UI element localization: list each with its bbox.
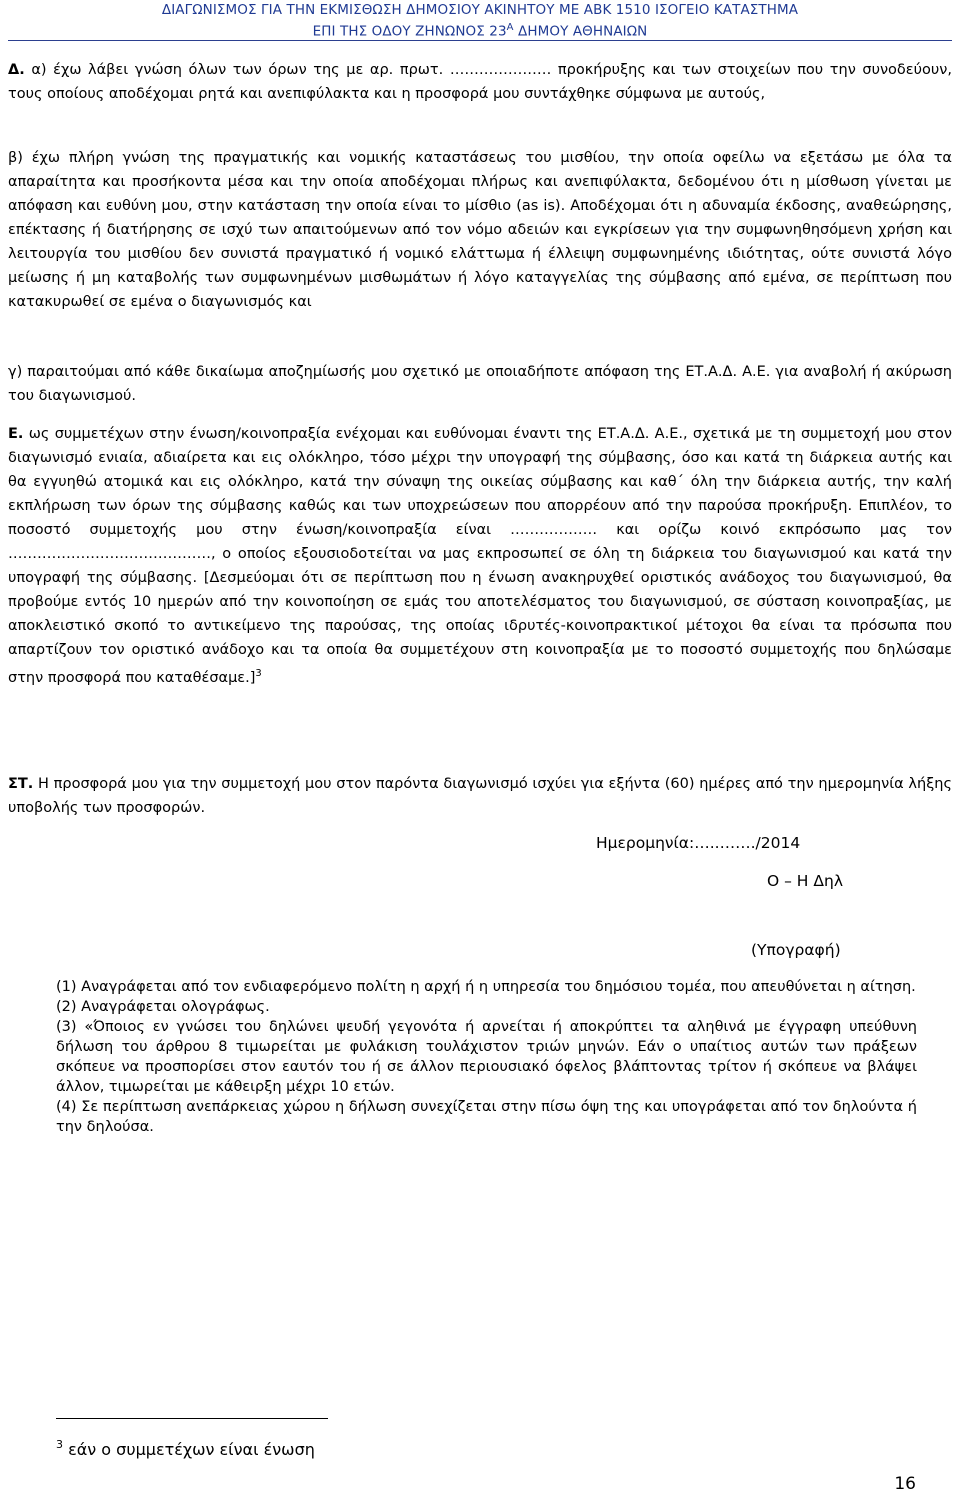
document-header-line-1: ΔΙΑΓΩΝΙΣΜΟΣ ΓΙΑ ΤΗΝ ΕΚΜΙΣΘΩΣΗ ΔΗΜΟΣΙΟΥ ΑΚΙΝΗΤΟΥ ΜΕ ΑΒΚ 1510 ΙΣΟΓΕΙΟ ΚΑΤΑΣΤΗΜΑ	[161, 2, 799, 18]
document-header-line-2: ΕΠΙ ΤΗΣ ΟΔΟΥ ΖΗΝΩΝΟΣ $23^A$ ΔΗΜΟΥ ΑΘΗΝΑΙΩΝ	[312, 22, 648, 40]
footnote-1: (1) Αναγράφεται από τον ενδιαφερόμενο πολίτη η αρχή ή η υπηρεσία του δημόσιου τομέα, που απευθύνεται η αίτηση.	[56, 979, 916, 995]
footnote-2: (2) Αναγράφεται ολογράφως.	[56, 999, 270, 1015]
header-rule	[8, 40, 952, 41]
paragraph-st: ΣΤ. Η προσφορά μου για την συμμετοχή μου στον παρόντα διαγωνισμό ισχύει για εξήντα (60) ημέρες από την ημερομηνία λήξης υποβολής των προσφορών.	[8, 776, 952, 816]
signature-date: Ημερομηνία:…..……./2014	[596, 834, 801, 852]
footnote-separator	[56, 1418, 328, 1419]
page-number: 16	[894, 1474, 916, 1494]
footnote-4: (4) Σε περίπτωση ανεπάρκειας χώρου η δήλωση συνεχίζεται στην πίσω όψη της και υπογράφεται από τον δηλούντα ή την δηλούσα.	[56, 1099, 917, 1135]
signature-declarant: Ο – Η Δηλ	[767, 872, 843, 890]
paragraph-c: γ) παραιτούμαι από κάθε δικαίωμα αποζημίωσής μου σχετικό με οποιαδήποτε απόφαση της ΕΤ.Α.Δ. Α.Ε. για αναβολή ή ακύρωση του διαγωνισμού.	[8, 364, 952, 404]
paragraph-e: Ε. ως συμμετέχων στην ένωση/κοινοπραξία ενέχομαι και ευθύνομαι έναντι της ΕΤ.Α.Δ. Α.Ε., σχετικά με τη συμμετοχή μου στον διαγωνισμό ενιαία, αδιαίρετα και εις ολόκληρο, τόσο μέχρι την υπογραφή της σύμβασης, όσο και κατά τη διάρκεια αυτής και θα εγγυηθώ ατομικά και εις ολόκληρο, κατά την σύναψη της οικείας σύμβασης και καθ΄ όλη την διάρκεια αυτής, την καλή εκπλήρωση των όρων της σύμβασης καθώς και των υποχρεώσεων που απορρέουν από την παρούσα προκήρυξη. Επιπλέον, το ποσοστό συμμετοχής μου στην ένωση/κοινοπραξία είναι ……………… και ορίζω κοινό εκπρόσωπο μας τον ……………………………………, ο οποίος εξουσιοδοτείται να μας εκπροσωπεί σε όλη τη διάρκεια του διαγωνισμού και κατά την υπογραφή της σύμβασης. [Δεσμεύομαι ότι σε περίπτωση που η ένωση ανακηρυχθεί οριστικός ανάδοχος του διαγωνισμού, θα προβούμε εντός 10 ημερών από την κοινοποίηση σε εμάς του αποτελέσματος του διαγωνισμού, σε σύσταση κοινοπραξίας, με αποκλειστικό σκοπό το αντικείμενο της παρούσας, της οποίας ιδρυτές-κοινοπρακτικοί μέτοχοι θα είναι τα πρόσωπα που απαρτίζουν τον οριστικό ανάδοχο και τα οποία θα συμμετέχουν στη κοινοπραξία με το ποσοστό συμμετοχής που δηλώσαμε στην προσφορά που καταθέσαμε.]$^3$	[8, 426, 952, 686]
footnotes-block	[56, 977, 917, 1137]
paragraph-d: Δ. α) έχω λάβει γνώση όλων των όρων της με αρ. πρωτ. ………………… προκήρυξης και των στοιχείων που την συνοδεύουν, τους οποίους αποδέχομαι ρητά και ανεπιφύλακτα και η προσφορά μου συντάχθηκε σύμφωνα με αυτούς,	[8, 62, 952, 102]
paragraph-b: β) έχω πλήρη γνώση της πραγματικής και νομικής καταστάσεως του μισθίου, την οποία οφείλω να εξετάσω με όλα τα απαραίτητα και προσήκοντα μέσα και την οποία αποδέχομαι πλήρως και ανεπιφύλακτα, δεδομένου ότι η μίσθωση γίνεται με απόφαση και ευθύνη μου, στην κατάσταση την οποία είναι το μίσθιο (as is). Αποδέχομαι ότι η αδυναμία έκδοσης, αναθεώρησης, επέκτασης ή διατήρησης σε ισχύ των απαιτούμενων από τον νόμο αδειών και εγκρίσεων για την συμφωνηθησόμενη χρήση και λειτουργία του μισθίου δεν συνιστά πραγματικό ή νομικό ελάττωμα ή έλλειψη συμφωνημένης ιδιότητας, ούτε συνιστά λόγο μείωσης ή μη καταβολής των συμφωνημένων μισθωμάτων ή λόγο καταγγελίας της σύμβασης από εμένα, σε περίπτωση που κατακυρωθεί σε εμένα ο διαγωνισμός και	[8, 150, 952, 310]
signature-label: (Υπογραφή)	[751, 941, 841, 959]
footnote-3: (3) «Όποιος εν γνώσει του δηλώνει ψευδή γεγονότα ή αρνείται ή αποκρύπτει τα αληθινά με έγγραφη υπεύθυνη δήλωση του άρθρου 8 τιμωρείται με φυλάκιση τουλάχιστον τριών μηνών. Εάν ο υπαίτιος αυτών των πράξεων σκόπευε να προσπορίσει στον εαυτόν του ή σε άλλον περιουσιακό όφελος βλάπτοντας τρίτον ή σκόπευε να βλάψει άλλον, τιμωρείται με κάθειρξη μέχρι 10 ετών.	[56, 1019, 917, 1095]
page-footnote: $^3$ εάν ο συμμετέχων είναι ένωση	[56, 1438, 315, 1459]
